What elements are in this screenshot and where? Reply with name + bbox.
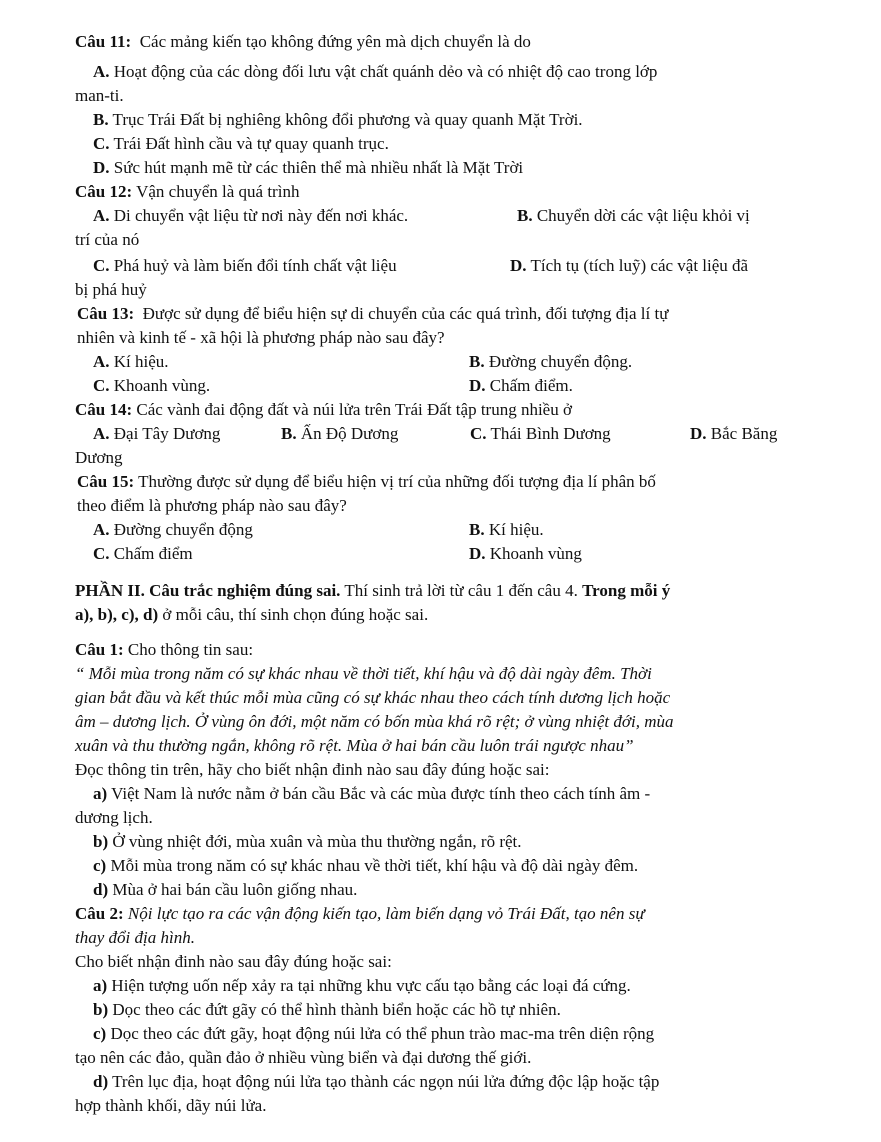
- option-letter: D.: [510, 256, 527, 275]
- option-letter: C.: [470, 424, 487, 443]
- option-text: Đường chuyển động: [113, 520, 253, 539]
- question-11-stem: [75, 32, 531, 52]
- item-letter: b): [93, 1000, 109, 1019]
- q15-option-b: [469, 520, 544, 540]
- q1-item-a-cont: dương lịch.: [75, 808, 153, 827]
- q13-option-d: [469, 376, 573, 396]
- question-prompt: Cho biết nhận đinh nào sau đây đúng hoặc sai:: [75, 952, 392, 971]
- question-12-stem: [75, 182, 299, 202]
- item-text: Dọc theo các đứt gãy có thể hình thành biển hoặc các hồ tự nhiên.: [112, 1000, 561, 1019]
- item-letter: d): [93, 880, 109, 899]
- option-letter: D.: [690, 424, 707, 443]
- question-13-stem-cont: nhiên và kinh tế - xã hội là phương pháp nào sau đây?: [77, 328, 445, 347]
- option-text: Trái Đất hình cầu và tự quay quanh trục.: [113, 134, 389, 153]
- q1-item-c: [93, 856, 638, 876]
- q11-option-a: [93, 62, 657, 82]
- q2-item-c-cont: tạo nên các đảo, quần đảo ở nhiều vùng biển và đại dương thế giới.: [75, 1048, 532, 1067]
- option-letter: D.: [93, 158, 110, 177]
- item-letter: a): [93, 784, 108, 803]
- question-14-stem: [75, 400, 572, 420]
- question-label: Câu 1:: [75, 640, 124, 659]
- q14-option-d-cont: Dương: [75, 448, 123, 467]
- option-letter: A.: [93, 520, 110, 539]
- question-label: Câu 13:: [77, 304, 135, 323]
- item-text: Dọc theo các đứt gãy, hoạt động núi lửa có thể phun trào mac-ma trên diện rộng: [110, 1024, 655, 1043]
- option-letter: B.: [93, 110, 109, 129]
- q2-item-c: [93, 1024, 654, 1044]
- option-text: Thái Bình Dương: [490, 424, 611, 443]
- option-text: Tích tụ (tích luỹ) các vật liệu đã: [530, 256, 749, 275]
- part2-heading: [75, 581, 670, 601]
- q2-item-b: [93, 1000, 561, 1020]
- option-letter: B.: [469, 352, 485, 371]
- q11-option-c: [93, 134, 389, 154]
- q11-option-d: [93, 158, 523, 178]
- q2-item-a: [93, 976, 631, 996]
- q14-option-b: [281, 424, 398, 444]
- item-letter: b): [93, 832, 109, 851]
- q13-option-b: [469, 352, 632, 372]
- option-text: Sức hút mạnh mẽ từ các thiên thể mà nhiều nhất là Mặt Trời: [113, 158, 524, 177]
- option-text: Khoanh vùng.: [113, 376, 211, 395]
- option-text: Chuyển dời các vật liệu khỏi vị: [536, 206, 750, 225]
- item-text: Hiện tượng uốn nếp xảy ra tại những khu vực cấu tạo bằng các loại đá cứng.: [111, 976, 631, 995]
- option-text: Ấn Độ Dương: [300, 424, 399, 443]
- part2-instruction-bold: Trong mỗi ý: [582, 581, 671, 600]
- q12-option-b-cont: trí của nó: [75, 230, 140, 249]
- q13-option-c: [93, 376, 210, 396]
- question-text: Các vành đai động đất và núi lửa trên Trái Đất tập trung nhiều ở: [136, 400, 572, 419]
- part2-heading-cont: [75, 605, 428, 625]
- q12-option-c: [93, 256, 397, 276]
- part2-instruction: Thí sinh trả lời từ câu 1 đến câu 4.: [344, 581, 578, 600]
- q12-option-d-cont: bị phá huỷ: [75, 280, 147, 299]
- option-letter: D.: [469, 544, 486, 563]
- question-text: Vận chuyển là quá trình: [136, 182, 300, 201]
- question-text-cont: thay đổi địa hình.: [75, 928, 195, 947]
- option-text: Đại Tây Dương: [113, 424, 221, 443]
- option-letter: C.: [93, 256, 110, 275]
- item-letter: c): [93, 1024, 107, 1043]
- q1-item-a: [93, 784, 650, 804]
- question-text: Thường được sử dụng để biểu hiện vị trí của những đối tượng địa lí phân bố: [138, 472, 656, 491]
- option-text: Chấm điểm: [113, 544, 193, 563]
- item-text: Việt Nam là nước nằm ở bán cầu Bắc và các mùa được tính theo cách tính âm -: [111, 784, 651, 803]
- question-text: Cho thông tin sau:: [127, 640, 254, 659]
- question-label: Câu 14:: [75, 400, 133, 419]
- item-text: Trên lục địa, hoạt động núi lửa tạo thành các ngọn núi lửa đứng độc lập hoặc tập: [112, 1072, 660, 1091]
- option-letter: B.: [517, 206, 533, 225]
- q1-item-b: [93, 832, 522, 852]
- q15-option-d: [469, 544, 582, 564]
- q2-item-d: [93, 1072, 659, 1092]
- q12-option-a: [93, 206, 408, 226]
- question-label: Câu 2:: [75, 904, 124, 923]
- question-text: Nội lực tạo ra các vận động kiến tạo, làm biến dạng vỏ Trái Đất, tạo nên sự: [127, 904, 645, 923]
- question-13-stem: [77, 304, 668, 324]
- quote-line: “ Mỗi mùa trong năm có sự khác nhau về thời tiết, khí hậu và độ dài ngày đêm. Thời: [75, 664, 652, 683]
- option-text: Kí hiệu.: [113, 352, 169, 371]
- p2-question-2-stem: [75, 904, 645, 924]
- question-prompt: Đọc thông tin trên, hãy cho biết nhận đinh nào sau đây đúng hoặc sai:: [75, 760, 550, 779]
- q12-option-b: [517, 206, 750, 226]
- option-text: Trục Trái Đất bị nghiêng không đổi phương và quay quanh Mặt Trời.: [112, 110, 583, 129]
- q11-option-b: [93, 110, 583, 130]
- q15-option-a: [93, 520, 253, 540]
- option-letter: A.: [93, 206, 110, 225]
- option-letter: C.: [93, 134, 110, 153]
- item-letter: a): [93, 976, 108, 995]
- q12-option-d: [510, 256, 748, 276]
- option-letter: A.: [93, 352, 110, 371]
- q1-item-d: [93, 880, 357, 900]
- item-text: Ở vùng nhiệt đới, mùa xuân và mùa thu thường ngắn, rõ rệt.: [112, 832, 522, 851]
- question-label: Câu 11:: [75, 32, 132, 51]
- option-letter: A.: [93, 424, 110, 443]
- question-label: Câu 12:: [75, 182, 133, 201]
- q2-item-d-cont: hợp thành khối, dãy núi lửa.: [75, 1096, 267, 1115]
- option-text: Phá huỷ và làm biến đổi tính chất vật liệu: [113, 256, 397, 275]
- option-text: Hoạt động của các dòng đối lưu vật chất quánh dẻo và có nhiệt độ cao trong lớp: [113, 62, 658, 81]
- option-letter: B.: [281, 424, 297, 443]
- question-15-stem-cont: theo điểm là phương pháp nào sau đây?: [77, 496, 347, 515]
- part2-title: PHẦN II. Câu trắc nghiệm đúng sai.: [75, 581, 341, 600]
- question-text: Các mảng kiến tạo không đứng yên mà dịch chuyển là do: [139, 32, 531, 51]
- item-letter: d): [93, 1072, 109, 1091]
- quote-line: gian bắt đầu và kết thúc mỗi mùa cũng có sự khác nhau theo cách tính dương lịch hoặc: [75, 688, 671, 707]
- q14-option-d: [690, 424, 777, 444]
- question-15-stem: [77, 472, 656, 492]
- item-text: Mùa ở hai bán cầu luôn giống nhau.: [112, 880, 358, 899]
- q14-option-a: [93, 424, 220, 444]
- option-text: Bắc Băng: [710, 424, 778, 443]
- item-letter: c): [93, 856, 107, 875]
- item-text: Mỗi mùa trong năm có sự khác nhau về thời tiết, khí hậu và độ dài ngày đêm.: [110, 856, 639, 875]
- q14-option-c: [470, 424, 611, 444]
- quote-line: xuân và thu thường ngắn, không rõ rệt. Mùa ở hai bán cầu luôn trái ngược nhau”: [75, 736, 634, 755]
- option-text: Chấm điểm.: [489, 376, 573, 395]
- option-text: Đường chuyển động.: [488, 352, 633, 371]
- option-letter: C.: [93, 544, 110, 563]
- part2-items-label: a), b), c), d): [75, 605, 159, 624]
- question-label: Câu 15:: [77, 472, 135, 491]
- quote-line: âm – dương lịch. Ở vùng ôn đới, một năm có bốn mùa khá rõ rệt; ở vùng nhiệt đới, mùa: [75, 712, 674, 731]
- option-text: Di chuyển vật liệu từ nơi này đến nơi khác.: [113, 206, 409, 225]
- option-text: Khoanh vùng: [489, 544, 582, 563]
- q11-option-a-cont: man-ti.: [75, 86, 124, 105]
- q15-option-c: [93, 544, 193, 564]
- p2-question-1-stem: [75, 640, 253, 660]
- option-letter: C.: [93, 376, 110, 395]
- question-text: Được sử dụng để biểu hiện sự di chuyển của các quá trình, đối tượng địa lí tự: [142, 304, 669, 323]
- option-text: Kí hiệu.: [488, 520, 544, 539]
- option-letter: B.: [469, 520, 485, 539]
- option-letter: D.: [469, 376, 486, 395]
- part2-instruction-cont: ở mỗi câu, thí sinh chọn đúng hoặc sai.: [162, 605, 429, 624]
- q13-option-a: [93, 352, 169, 372]
- option-letter: A.: [93, 62, 110, 81]
